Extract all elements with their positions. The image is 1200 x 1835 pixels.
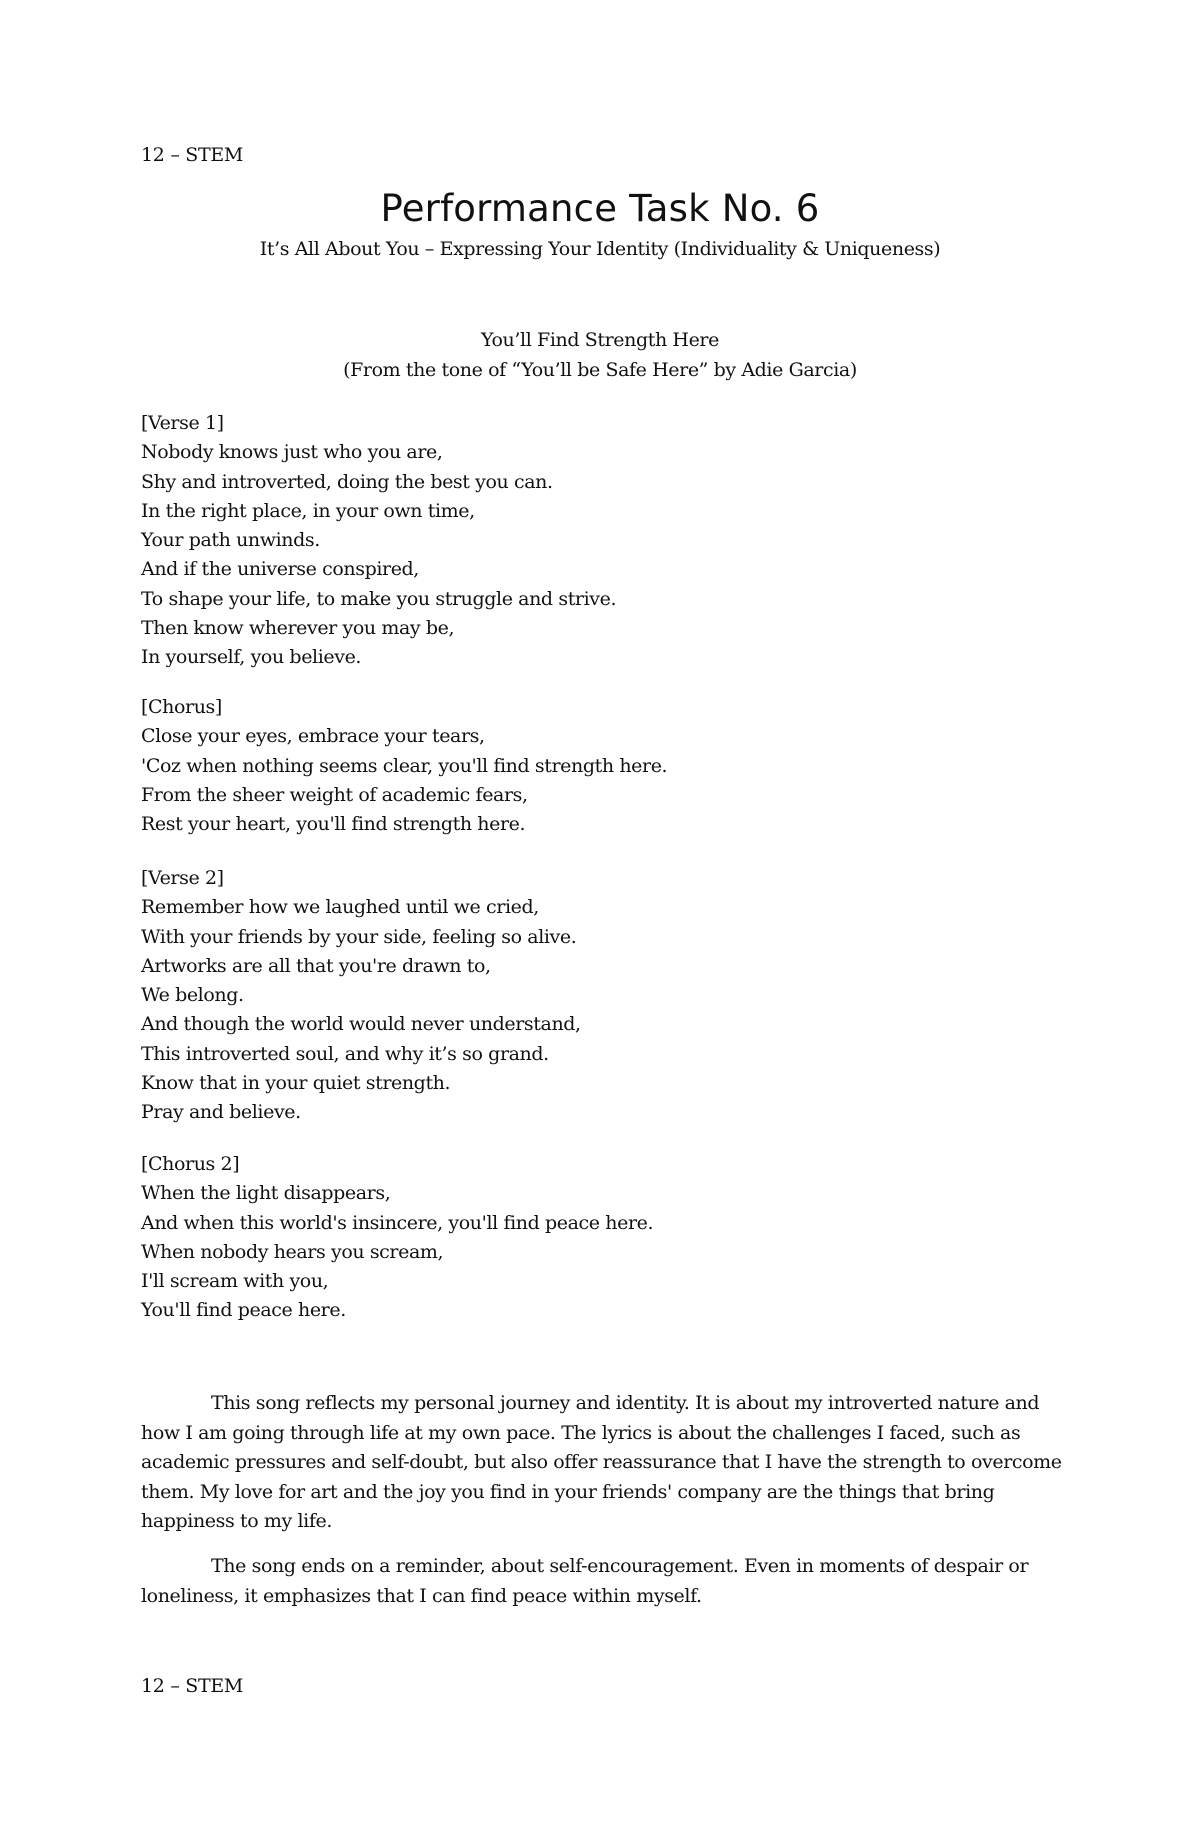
lyric-line: This introverted soul, and why it’s so grand. — [141, 1042, 549, 1065]
lyric-line: Pray and believe. — [141, 1101, 301, 1124]
lyric-line: Shy and introverted, doing the best you can. — [141, 470, 553, 493]
song-credit: (From the tone of “You’ll be Safe Here” by Adie Garcia) — [343, 359, 857, 381]
lyric-line: To shape your life, to make you struggle and strive. — [141, 587, 617, 610]
lyric-line: In yourself, you believe. — [141, 646, 362, 669]
lyric-line: And if the universe conspired, — [141, 558, 419, 581]
stanza-heading: [Chorus 2] — [141, 1153, 240, 1175]
stanza-heading: [Verse 2] — [141, 867, 224, 889]
page-title: Performance Task No. 6 — [380, 187, 820, 230]
lyric-line: When nobody hears you scream, — [141, 1240, 444, 1263]
lyric-line: And though the world would never understand, — [141, 1013, 581, 1036]
reflection-paragraph-2: The song ends on a reminder, about self-encouragement. Even in moments of despair or loneliness, it emphasizes that I can find peace within myself. — [141, 1555, 1029, 1607]
lyric-line: We belong. — [141, 984, 244, 1007]
lyric-line: Artworks are all that you're drawn to, — [141, 954, 491, 977]
lyric-line: With your friends by your side, feeling so alive. — [141, 925, 577, 948]
stanza-heading: [Chorus] — [141, 696, 222, 718]
header-section-label: 12 – STEM — [141, 144, 244, 166]
lyric-line: In the right place, in your own time, — [141, 499, 475, 522]
reflection-paragraph-1: This song reflects my personal journey and identity. It is about my introverted nature and how I am going through life at my own pace. The lyrics is about the challenges I faced, such as academic pressures and self-doubt, but also offer reassurance that I have the strength to overcome them. My love for art and the joy you find in your friends' company are the things that bring happiness to my life. — [141, 1392, 1062, 1532]
lyric-line: When the light disappears, — [141, 1182, 391, 1205]
song-title: You’ll Find Strength Here — [481, 329, 719, 351]
lyric-line: Rest your heart, you'll find strength here. — [141, 813, 526, 836]
page-subtitle: It’s All About You – Expressing Your Identity (Individuality & Uniqueness) — [259, 238, 941, 260]
stanza-chorus — [141, 693, 667, 839]
lyric-line: 'Coz when nothing seems clear, you'll find strength here. — [141, 754, 668, 777]
lyric-line: Your path unwinds. — [141, 529, 320, 552]
lyric-line: And when this world's insincere, you'll find peace here. — [141, 1211, 654, 1234]
lyric-line: Know that in your quiet strength. — [141, 1072, 451, 1095]
stanza-verse-2 — [141, 864, 581, 1128]
lyric-line: Nobody knows just who you are, — [141, 441, 443, 464]
lyric-line: Remember how we laughed until we cried, — [141, 896, 539, 919]
lyric-line: You'll find peace here. — [141, 1299, 346, 1322]
lyric-line: From the sheer weight of academic fears, — [141, 783, 528, 806]
footer-section-label: 12 – STEM — [141, 1675, 244, 1697]
lyric-line: Then know wherever you may be, — [141, 617, 455, 640]
stanza-heading: [Verse 1] — [141, 412, 224, 434]
stanza-chorus-2 — [141, 1150, 653, 1326]
stanza-verse-1 — [141, 409, 616, 673]
lyric-line: I'll scream with you, — [141, 1270, 329, 1293]
lyric-line: Close your eyes, embrace your tears, — [141, 725, 485, 748]
